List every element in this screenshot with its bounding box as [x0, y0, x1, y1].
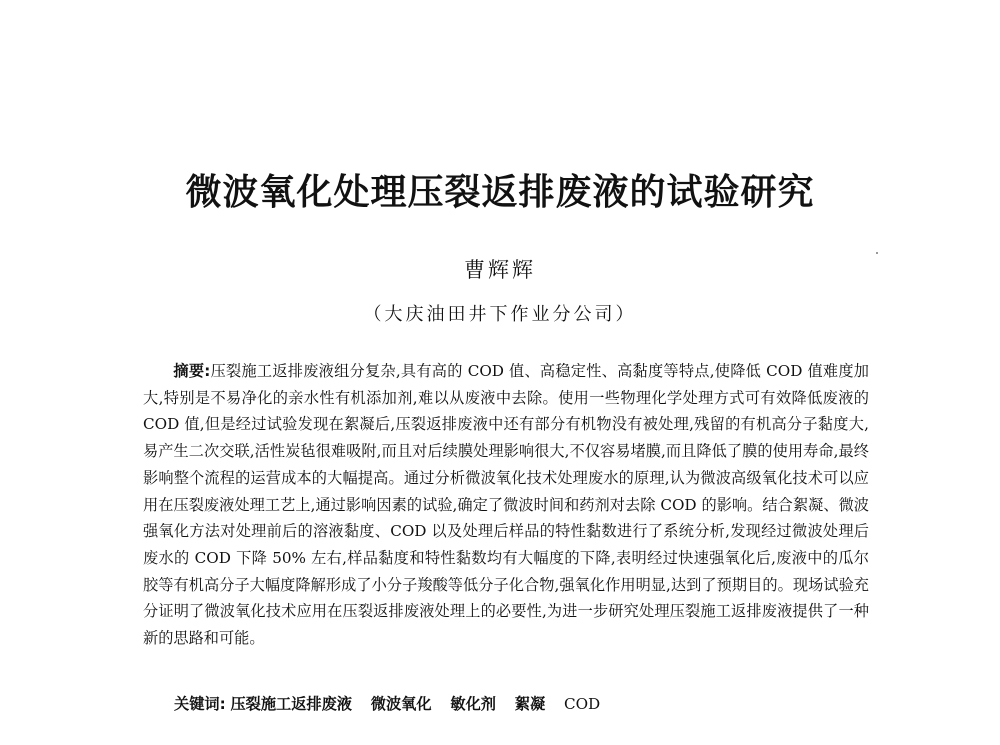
keyword-item: COD [563, 695, 601, 713]
abstract-text: 压裂施工返排废液组分复杂,具有高的 COD 值、高稳定性、高黏度等特点,使降低 COD 值难度加大,特别是不易净化的亲水性有机添加剂,难以从废液中去除。使用一些物理化学处理方式可有效降低废液的 COD 值,但是经过试验发现在絮凝后,压裂返排废液中还有部分有机物没有被处理,残留的有机高分子黏度大,易产生二次交联,活性炭毡很难吸附,而且对后续膜处理影响很大,不仅容易堵膜,而且降低了膜的使用寿命,最终影响整个流程的运营成本的大幅提高。通过分析微波氧化技术处理废水的原理,认为微波高级氧化技术可以应用在压裂废液处理工艺上,通过影响因素的试验,确定了微波时间和药剂对去除 COD 的影响。结合絮凝、微波强氧化方法对处理前后的溶液黏度、COD 以及处理后样品的特性黏数进行了系统分析,发现经过微波处理后废水的 COD 下降 50% 左右,样品黏度和特性黏数均有大幅度的下降,表明经过快速强氧化后,废液中的瓜尔胶等有机高分子大幅度降解形成了小分子羧酸等低分子化合物,强氧化作用明显,达到了预期目的。现场试验充分证明了微波氧化技术应用在压裂返排废液处理上的必要性,为进一步研究处理压裂施工返排废液提供了一种新的思路和可能。 [143, 362, 869, 648]
keyword-item: 敏化剂 [450, 695, 496, 713]
keyword-item: 压裂施工返排废液 [230, 695, 352, 713]
abstract-paragraph [143, 358, 869, 652]
keywords-label: 关键词: [174, 695, 226, 713]
keyword-item: 絮凝 [514, 695, 546, 713]
keyword-item: 微波氧化 [370, 695, 432, 713]
author-affiliation: （大庆油田井下作业分公司） [363, 304, 637, 325]
paper-title: 微波氧化处理压裂返排废液的试验研究 [185, 171, 815, 213]
keywords-line [174, 692, 600, 716]
abstract-label: 摘要: [173, 362, 211, 380]
author-name: 曹辉辉 [464, 258, 536, 282]
scan-speck [876, 252, 878, 254]
